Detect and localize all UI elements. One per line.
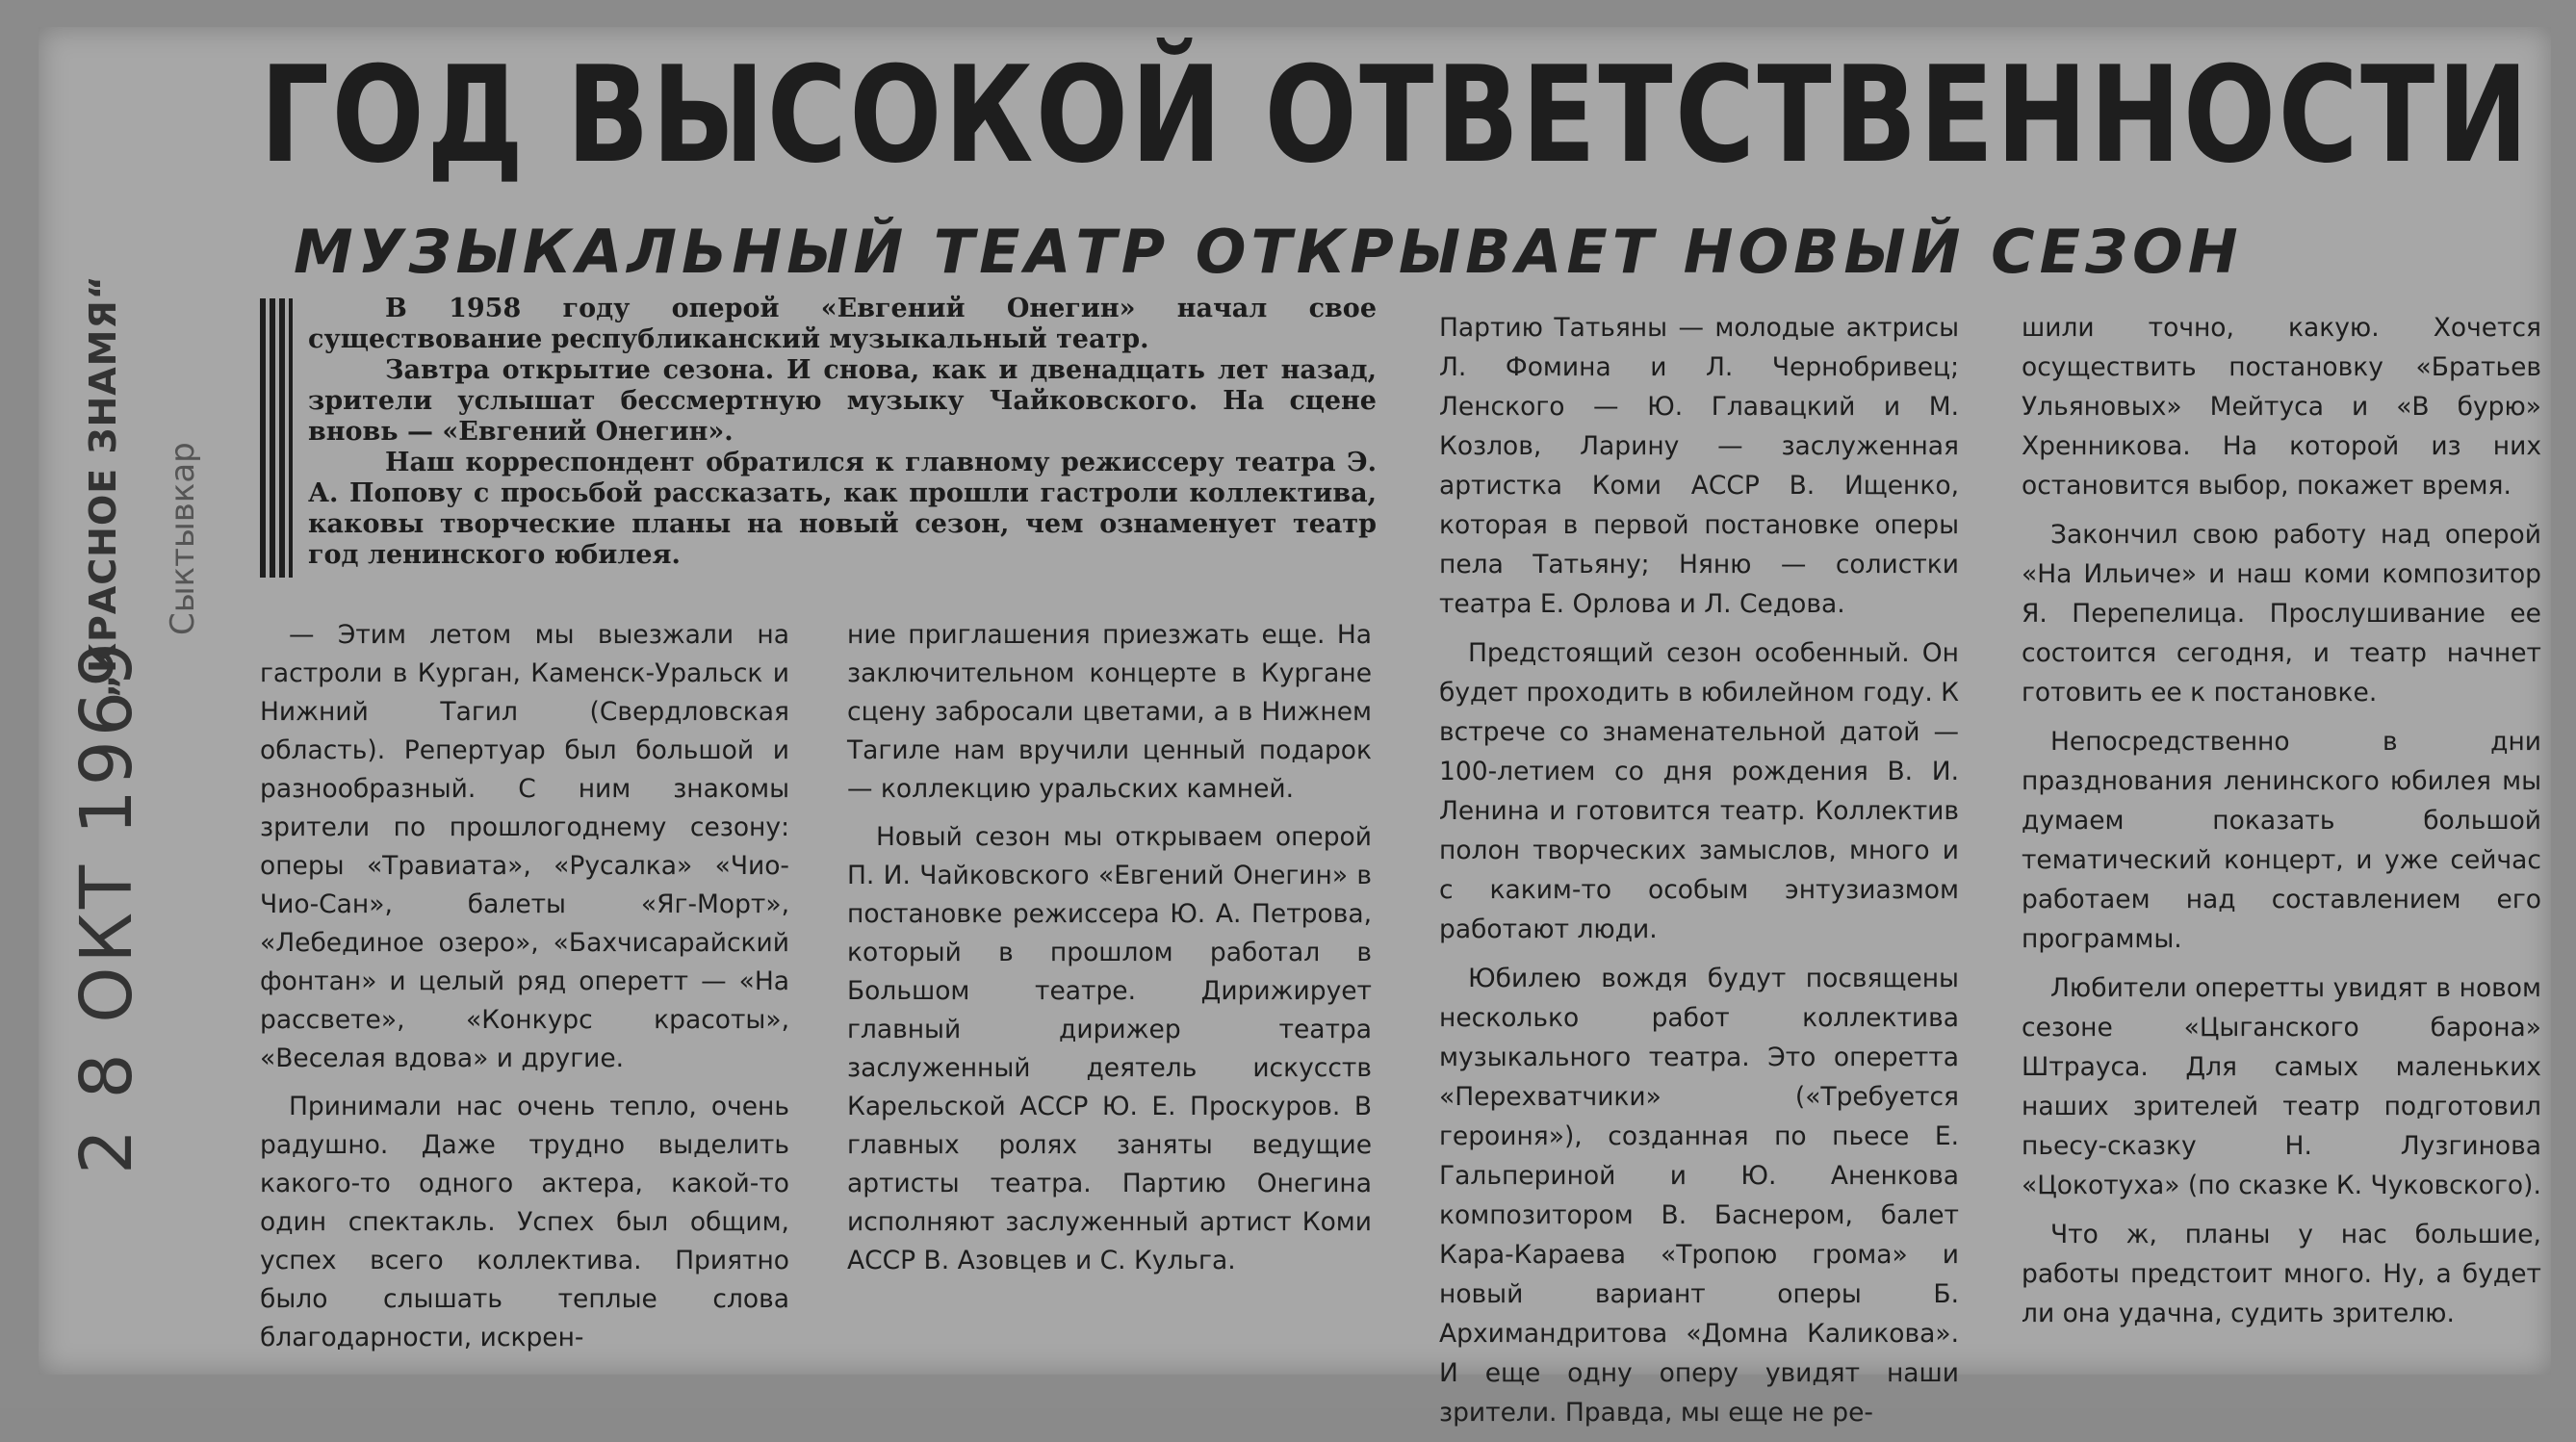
paragraph-continued: ние приглашения приезжать еще. На заключительном концерте в Кургане сцену забросали цветами, а в Нижнем Тагиле нам вручили ценный подарок — коллекцию уральских камней.: [847, 620, 1372, 804]
lead-text-1: В 1958 году оперой «Евгений Онегин» начал свое существование республиканский музыкальный театр.: [308, 294, 1377, 354]
paragraph-continued: шили точно, какую. Хочется осуществить постановку «Братьев Ульяновых» Мейтуса и «В бурю» Хренникова. На которой из них остановится выбор, покажет время.: [2022, 313, 2541, 501]
paragraph-continued: Партию Татьяны — молодые актрисы Л. Фомина и Л. Чернобривец; Ленского — Ю. Главацкий и М. Козлов, Ларину — заслуженная артистка Коми АССР В. Ищенко, которая в первой постановке оперы пела Татьяну; Няню — солистки театра Е. Орлова и Л. Седова.: [1439, 313, 1959, 619]
lead-text-2: Завтра открытие сезона. И снова, как и двенадцать лет назад, зрители услышат бессмертную музыку Чайковского. На сцене вновь — «Евгений Онегин».: [308, 355, 1377, 447]
paragraph: Закончил свою работу над оперой «На Ильиче» и наш коми композитор Я. Перепелица. Прослушивание ее состоится сегодня, и театр начнет готовить ее к постановке.: [2022, 520, 2541, 708]
paragraph: Новый сезон мы открываем оперой П. И. Чайковского «Евгений Онегин» в постановке режиссера Ю. А. Петрова, который в прошлом работал в Большом театре. Дирижирует главный дирижер театра заслуженный деятель искусств Карельской АССР Ю. Е. Проскуров. В главных ролях заняты ведущие артисты театра. Партию Онегина исполняют заслуженный артист Коми АССР В. Азовцев и С. Кульга.: [847, 822, 1372, 1275]
paragraph: Непосредственно в дни празднования ленинского юбилея мы думаем показать большой тематический концерт, и уже сейчас работаем над составлением его программы.: [2022, 727, 2541, 954]
paragraph: — Этим летом мы выезжали на гастроли в Курган, Каменск-Уральск и Нижний Тагил (Свердловская область). Репертуар был большой и разнообразный. С ним знакомы зрители по прошлогоднему сезону: оперы «Травиата», «Русалка» «Чио-Чио-Сан», балеты «Яг-Морт», «Лебединое озеро», «Бахчисарайский фонтан» и целый ряд оперетт — «На рассвете», «Конкурс красоты», «Веселая вдова» и другие.: [260, 620, 789, 1073]
lead-decorative-bar: [260, 298, 293, 578]
article-column-4: [2022, 308, 2541, 1343]
newspaper-name: „КРАСНОЕ ЗНАМЯ“: [82, 274, 124, 698]
city-stamp: [164, 347, 221, 635]
article-column-3: [1439, 308, 1959, 1442]
stamp-date-text: 2 8 ОКТ 1969: [65, 637, 148, 1174]
headline: ГОД ВЫСОКОЙ ОТВЕТСТВЕННОСТИ: [260, 38, 2531, 193]
city-name: Сыктывкар: [164, 442, 202, 635]
newspaper-stamp: [82, 274, 149, 698]
lead-paragraph: [308, 294, 1377, 571]
paragraph: Предстоящий сезон особенный. Он будет проходить в юбилейном году. К встрече со знаменательной датой — 100-летием со дня рождения В. И. Ленина и готовится театр. Коллектив полон творческих замыслов, много и с каким-то особым энтузиазмом работают люди.: [1439, 638, 1959, 944]
date-stamp: [65, 637, 171, 1174]
paragraph: Любители оперетты увидят в новом сезоне «Цыганского барона» Штрауса. Для самых маленьких наших зрителей театр подготовил пьесу-сказку Н. Лузгинова «Цокотуха» (по сказке К. Чуковского).: [2022, 973, 2541, 1200]
article-column-2: [847, 616, 1372, 1290]
paragraph: Юбилею вождя будут посвящены несколько работ коллектива музыкального театра. Это оперетта «Перехватчики» («Требуется героиня»), созданная по пьесе Е. Гальпериной и Ю. Аненкова композитором В. Баснером, балет Кара-Караева «Тропою грома» и новый вариант оперы Б. Архимандритова «Домна Каликова». И еще одну оперу увидят наши зрители. Правда, мы еще не ре-: [1439, 964, 1959, 1428]
paragraph: Принимали нас очень тепло, очень радушно. Даже трудно выделить какого-то одного актера, какой-то один спектакль. Успех был общим, успех всего коллектива. Приятно было слышать теплые слова благодарности, искрен-: [260, 1092, 789, 1352]
article-column-1: [260, 616, 789, 1367]
subheadline: МУЗЫКАЛЬНЫЙ ТЕАТР ОТКРЫВАЕТ НОВЫЙ СЕЗОН: [294, 217, 2243, 287]
paragraph: Что ж, планы у нас большие, работы предстоит много. Ну, а будет ли она удачна, судить зрителю.: [2022, 1220, 2541, 1328]
lead-text-3: Наш корреспондент обратился к главному режиссеру театра Э. А. Попову с просьбой рассказать, как прошли гастроли коллектива, каковы творческие планы на новый сезон, чем ознаменует театр год ленинского юбилея.: [308, 448, 1377, 570]
